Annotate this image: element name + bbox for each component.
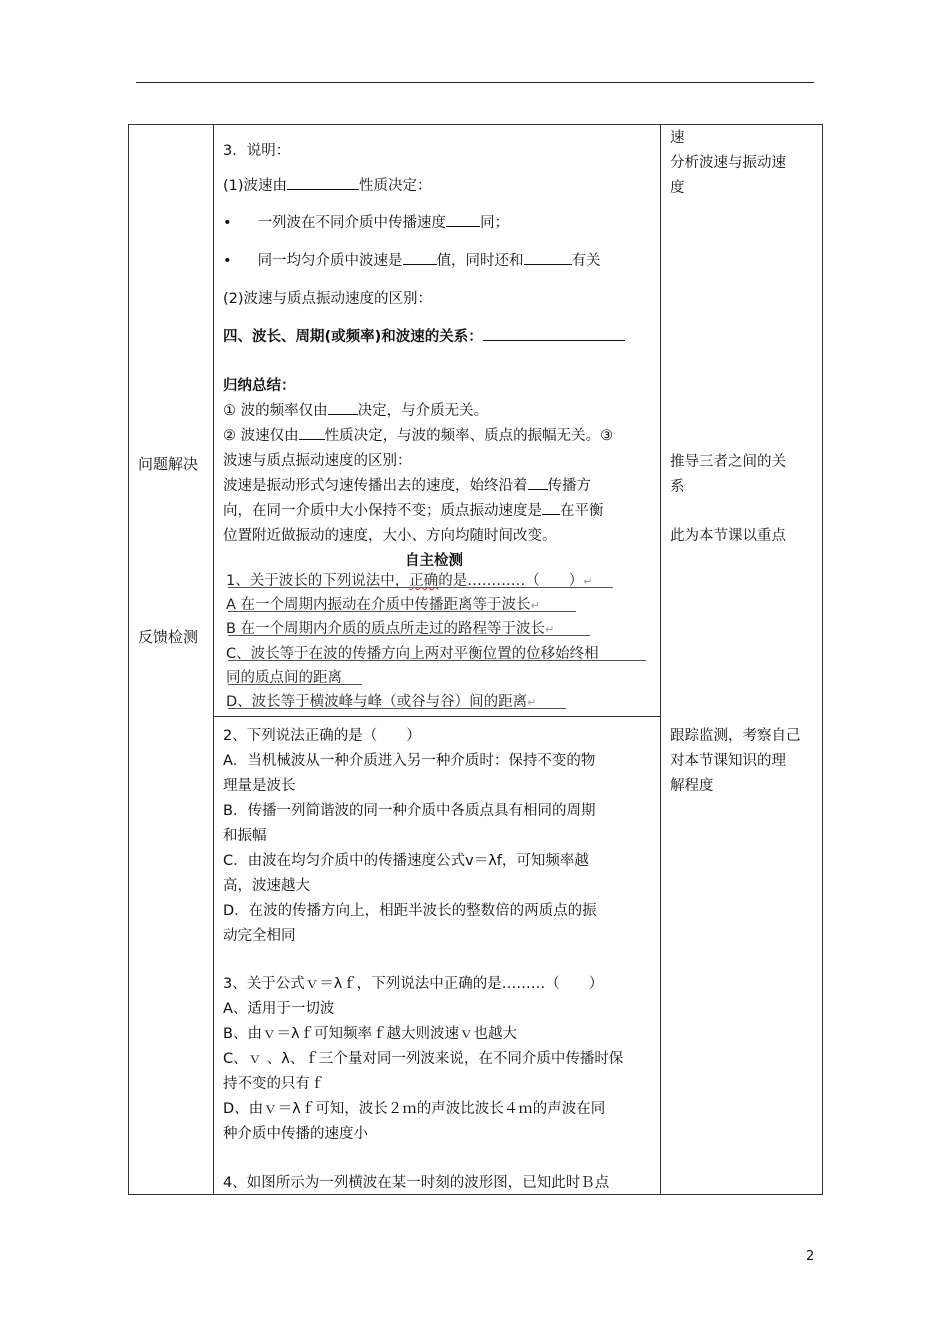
- text: (1)波速由: [223, 178, 288, 194]
- text: 1、关于波长的下列说法中，: [226, 573, 410, 589]
- side-note-6: 此为本节课以重点: [670, 528, 786, 544]
- text: 值，同时还和: [436, 253, 524, 269]
- self-check-title: 自主检测: [405, 553, 463, 569]
- q2-option-b1: B．传播一列简谐波的同一种介质中各质点具有相同的周期: [223, 803, 596, 819]
- fill-blank: [524, 250, 572, 265]
- wavy-text: 正确: [409, 573, 439, 589]
- summary-title: 归纳总结：: [223, 378, 296, 394]
- q1-option-d: [226, 690, 536, 715]
- text: ② 波速仅由: [223, 428, 299, 444]
- paragraph-mark: ↵: [583, 575, 593, 588]
- side-note-7: 跟踪监测，考察自己: [670, 728, 801, 744]
- text: 有关: [571, 253, 601, 269]
- section3-bullet1: [223, 211, 509, 236]
- text: 的是…………（ ）: [438, 573, 584, 589]
- paragraph-mark: ↵: [530, 599, 540, 612]
- q3-option-d2: 种介质中传播的速度小: [223, 1126, 368, 1142]
- text: A 在一个周期内振动在介质中传播距离等于波长: [226, 597, 531, 613]
- fill-blank: [528, 475, 548, 490]
- text: B 在一个周期内介质的质点所走过的路程等于波长: [226, 621, 546, 637]
- q3-option-d1: D、由ｖ＝λｆ可知，波长２ｍ的声波比波长４ｍ的声波在同: [223, 1101, 606, 1117]
- side-note-5: 系: [670, 479, 685, 495]
- summary-line4: [223, 474, 591, 499]
- q2-option-c2: 高，波速越大: [223, 878, 310, 894]
- header-rule: [136, 82, 814, 83]
- text: 同；: [480, 215, 510, 231]
- fill-blank: [287, 175, 359, 190]
- summary-line1: [223, 399, 488, 424]
- text: D、波长等于横波峰与峰（或谷与谷）间的距离: [226, 694, 528, 710]
- q1-option-a: [226, 593, 540, 618]
- q2-stem: 2、下列说法正确的是（ ）: [223, 728, 421, 744]
- column-divider-1: [213, 124, 214, 1195]
- text: 四、波长、周期(或频率)和波速的关系：: [223, 329, 483, 345]
- bullet: •: [223, 215, 232, 231]
- q3-option-b: B、由ｖ＝λｆ可知频率ｆ越大则波速ｖ也越大: [223, 1026, 518, 1042]
- summary-line3: 波速与质点振动速度的区别：: [223, 453, 412, 469]
- q1-stem: [226, 569, 592, 594]
- strike-line: [228, 635, 590, 636]
- q2-option-c1: C．由波在均匀介质中的传播速度公式v＝λf，可知频率越: [223, 853, 589, 869]
- q1-option-c2: 同的质点间的距离: [226, 670, 342, 686]
- fill-blank: [328, 400, 358, 415]
- text: 传播方: [547, 478, 591, 494]
- q2-option-d2: 动完全相同: [223, 928, 296, 944]
- strike-line: [228, 708, 566, 709]
- q4-stem: 4、如图所示为一列横波在某一时刻的波形图，已知此时Ｂ点: [223, 1175, 610, 1191]
- summary-line5: [223, 499, 604, 524]
- paragraph-mark: ↵: [527, 696, 537, 709]
- strike-line: [228, 684, 362, 685]
- strike-line: [228, 587, 613, 588]
- paragraph-mark: ↵: [545, 623, 555, 636]
- row-divider: [213, 716, 660, 717]
- q1-option-c1: C、波长等于在波的传播方向上两对平衡位置的位移始终相: [226, 646, 599, 662]
- section4-title: [223, 325, 625, 350]
- fill-blank: [542, 500, 560, 515]
- side-note-1: 速: [670, 130, 685, 146]
- text: 性质决定：: [359, 178, 432, 194]
- section3-bullet2: [223, 249, 601, 274]
- fill-blank: [299, 425, 325, 440]
- text: ① 波的频率仅由: [223, 403, 328, 419]
- q3-option-c1: C、ｖ 、λ、ｆ三个量对同一列波来说，在不同介质中传播时保: [223, 1051, 624, 1067]
- text: 一列波在不同介质中传播速度: [257, 215, 447, 231]
- q3-option-c2: 持不变的只有ｆ: [223, 1076, 325, 1092]
- fill-blank: [483, 326, 625, 341]
- text: 决定，与介质无关。: [357, 403, 489, 419]
- fill-blank: [403, 250, 437, 265]
- q2-option-d1: D．在波的传播方向上，相距半波长的整数倍的两质点的振: [223, 903, 597, 919]
- bullet: •: [223, 253, 232, 269]
- side-note-3: 度: [670, 180, 685, 196]
- text: 同一均匀介质中波速是: [257, 253, 403, 269]
- summary-line2: [223, 424, 613, 449]
- q3-option-a: A、适用于一切波: [223, 1001, 335, 1017]
- q2-option-a2: 理量是波长: [223, 778, 296, 794]
- strike-line: [228, 611, 576, 612]
- section3-item2: (2)波速与质点振动速度的区别：: [223, 291, 433, 307]
- side-note-8: 对本节课知识的理: [670, 753, 786, 769]
- strike-line: [228, 660, 646, 661]
- label-feedback-check: 反馈检测: [138, 628, 199, 646]
- q2-option-a1: A．当机械波从一种介质进入另一种介质时：保持不变的物: [223, 753, 596, 769]
- column-divider-2: [660, 124, 661, 1195]
- q3-stem: 3、关于公式ｖ＝λｆ，下列说法中正确的是………（ ）: [223, 976, 604, 992]
- text: 向，在同一介质中大小保持不变；质点振动速度是: [223, 503, 542, 519]
- section3-item1: [223, 174, 432, 199]
- q2-option-b2: 和振幅: [223, 828, 267, 844]
- section3-title: 3．说明：: [223, 143, 291, 159]
- summary-line6: 位置附近做振动的速度，大小、方向均随时间改变。: [223, 528, 557, 544]
- fill-blank: [446, 212, 480, 227]
- q1-option-b: [226, 617, 554, 642]
- text: 性质决定，与波的频率、质点的振幅无关。③: [324, 428, 614, 444]
- page-number: 2: [806, 1249, 815, 1264]
- text: 波速是振动形式匀速传播出去的速度，始终沿着: [223, 478, 528, 494]
- text: 在平衡: [560, 503, 604, 519]
- side-note-2: 分析波速与振动速: [670, 155, 786, 171]
- label-problem-solving: 问题解决: [138, 455, 199, 473]
- side-note-9: 解程度: [670, 778, 714, 794]
- side-note-4: 推导三者之间的关: [670, 454, 786, 470]
